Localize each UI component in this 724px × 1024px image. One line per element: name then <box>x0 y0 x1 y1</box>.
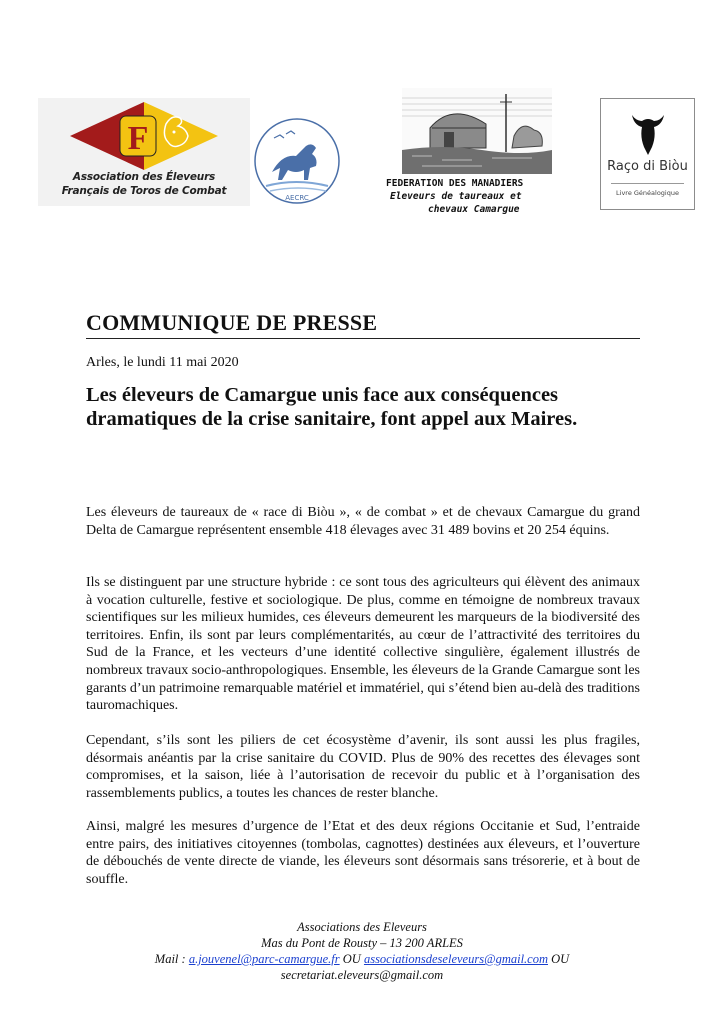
aeftc-line-1: Association des Éleveurs <box>72 171 216 183</box>
raco-divider <box>611 183 684 184</box>
date-line: Arles, le lundi 11 mai 2020 <box>86 355 239 370</box>
paragraph-4: Ainsi, malgré les mesures d’urgence de l’Etat et des deux régions Occitanie et Sud, l’entraide entre pairs, des initiatives citoyennes (tombolas, cagnottes) destinées aux éleveurs, et l’ouverture de débouchés de vente directe de viande, les éleveurs sont désormais sans trésorerie, et à bout de souffle. <box>86 819 640 887</box>
manadiers-line-1: FEDERATION DES MANADIERS <box>386 178 524 189</box>
manadiers-line-2: Eleveurs de taureaux et <box>390 191 522 202</box>
paragraph-2: Ils se distinguent par une structure hybride : ce sont tous des agriculteurs qui élèvent des animaux à vocation culturelle, festive et sociologique. De plus, comme en témoigne de nombreux travaux scientifiques sur les milieux humides, ces éleveurs demeurent les marqueurs de la biodiversité des territoires. Enfin, ils sont par leurs complémentarités, au cœur de l’attractivité des territoires du Sud de la France, et les vecteurs d’une identité collective singulière, également illustrés de nombreux travaux socio-anthropologiques. Ensemble, les éleveurs de la Grande Camargue sont les garants d’un patrimoine remarquable matériel et immatériel, qui s’étend bien au-delà des traditions tauromachiques. <box>86 575 640 714</box>
email-link-associations[interactable]: associationsdeseleveurs@gmail.com <box>363 952 548 966</box>
manadiers-landscape-sketch <box>402 88 552 174</box>
headline: Les éleveurs de Camargue unis face aux conséquences dramatiques de la crise sanitaire, font appel aux Maires. <box>86 384 578 430</box>
raco-di-biou-logo <box>600 98 695 210</box>
raco-subtitle: Livre Généalogique <box>616 189 679 197</box>
bull-head-icon <box>629 107 667 157</box>
raco-title: Raço di Biòu <box>607 159 688 174</box>
email-text-secretariat: secretariat.eleveurs@gmail.com <box>280 968 444 982</box>
aecrc-logo <box>252 116 342 212</box>
manadiers-line-3: chevaux Camargue <box>428 204 520 215</box>
footer-organization: Associations des Eleveurs <box>297 920 427 934</box>
aeftc-emblem <box>70 102 218 170</box>
paragraph-3: Cependant, s’ils sont les piliers de cet écosystème d’avenir, ils sont aussi les plus fragiles, désormais anéantis par la crise sanitaire du COVID. Plus de 90% des recettes des élevages sont compromises, et la saison, liée à l’autorisation de recevoir du public et à l’organisation des rassemblements publics, a toutes les chances de rester blanche. <box>86 733 640 801</box>
press-release-title: COMMUNIQUE DE PRESSE <box>86 310 378 335</box>
footer-mail-line <box>0 951 724 967</box>
or-separator-2: OU <box>551 952 570 966</box>
paragraph-1: Les éleveurs de taureaux de « race di Biòu », « de combat » et de chevaux Camargue du grand Delta de Camargue représentent ensemble 418 élevages avec 31 489 bovins et 20 254 équins. <box>86 505 640 538</box>
title-divider <box>86 338 640 339</box>
or-separator-1: OU <box>342 952 361 966</box>
manadiers-logo <box>384 88 570 222</box>
mail-label: Mail : <box>154 952 186 966</box>
aecrc-horse-emblem <box>252 116 342 206</box>
aeftc-logo <box>38 98 250 206</box>
email-link-jouvenel[interactable]: a.jouvenel@parc-camargue.fr <box>188 952 340 966</box>
aeftc-line-2: Français de Toros de Combat <box>61 185 227 197</box>
aecrc-acronym: AECRC <box>285 194 309 202</box>
footer-mail-line-2 <box>0 967 724 983</box>
aeftc-letter: F <box>127 120 149 157</box>
footer-address: Mas du Pont de Rousty – 13 200 ARLES <box>261 936 463 950</box>
